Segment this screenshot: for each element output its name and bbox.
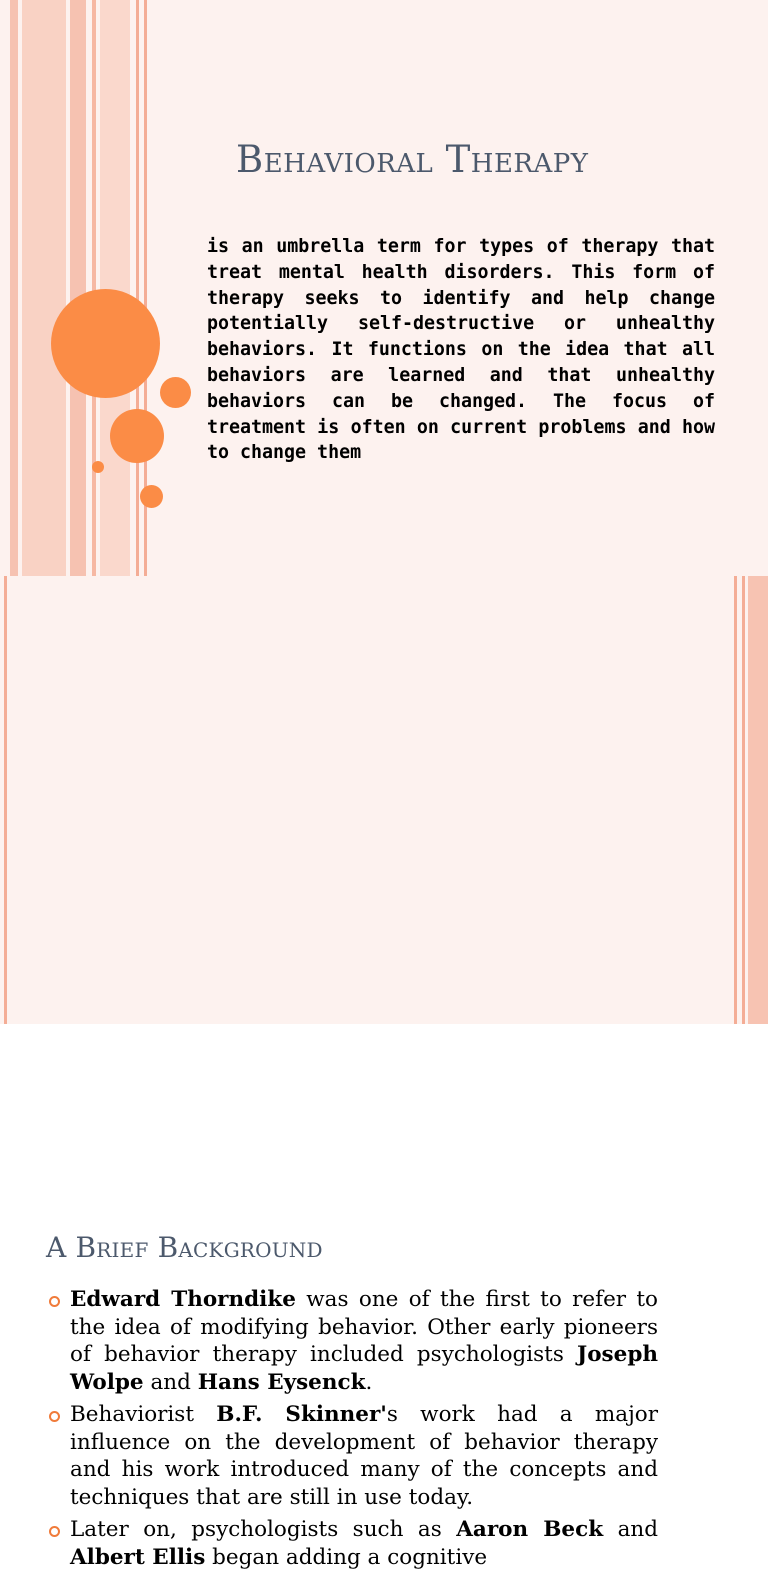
stripe-decoration (70, 0, 86, 576)
person-name: Edward Thorndike (70, 1287, 296, 1312)
bullet-text: began adding a cognitive (205, 1544, 488, 1570)
list-item (46, 1286, 658, 1396)
list-item (46, 1516, 658, 1571)
stripe-decoration (742, 576, 745, 1024)
definition-paragraph: is an umbrella term for types of therapy that treat mental health disorders. This form of therapy seeks to identify and help change potentially self-destructive or unhealthy behaviors. It functions on the idea that all behaviors are learned and that unhealthy behaviors can be changed. The focus of treatment is often on current problems and how to change them (207, 236, 715, 464)
person-name: Albert Ellis (70, 1544, 206, 1570)
bullet-text: Later on, psychologists such as (70, 1517, 457, 1542)
stripe-decoration (136, 0, 139, 576)
slide-title (236, 138, 588, 181)
person-name: Joseph Wolpe (70, 1342, 658, 1395)
bullet-icon (49, 1296, 60, 1307)
bullet-text: and (603, 1517, 658, 1542)
small-circle-decoration (140, 485, 163, 508)
bullet-text: and (143, 1369, 198, 1395)
person-name: Hans Eysenck (197, 1369, 366, 1395)
large-circle-decoration (51, 289, 160, 398)
person-name: B.F. Skinner' (216, 1402, 387, 1427)
bullet-icon (49, 1411, 60, 1422)
bullet-text: s work had a major influence on the development of behavior therapy and his work introduced many of the concepts and techniques that are still in use today. (70, 1402, 658, 1510)
stripe-decoration (734, 576, 737, 1024)
stripe-decoration (100, 0, 130, 576)
title-initial: B (236, 138, 264, 181)
title-word-rest: ehavioral (263, 138, 446, 181)
tiny-circle-decoration (92, 461, 104, 473)
stripe-decoration (22, 0, 66, 576)
medium-circle-decoration (110, 409, 164, 463)
slide-title: A Brief Background (46, 1231, 323, 1264)
bullet-list (46, 1286, 658, 1576)
list-item (46, 1401, 658, 1511)
person-name: Aaron Beck (456, 1517, 604, 1542)
bullet-text: . (365, 1369, 373, 1395)
small-circle-decoration (160, 377, 191, 408)
bullet-icon (49, 1526, 60, 1537)
stripe-decoration (92, 0, 96, 576)
slide-2 (0, 576, 768, 1570)
stripe-decoration (748, 576, 768, 1024)
bullet-text: Behaviorist (70, 1402, 217, 1427)
title-initial: T (445, 138, 471, 181)
title-word-rest: herapy (470, 138, 589, 181)
stripe-decoration (10, 0, 18, 576)
bullet-text: was one of the first to refer to the idea of modifying behavior. Other early pioneers of behavior therapy included psychologists (70, 1287, 658, 1367)
slide-1 (0, 0, 768, 576)
stripe-decoration (4, 576, 7, 1024)
